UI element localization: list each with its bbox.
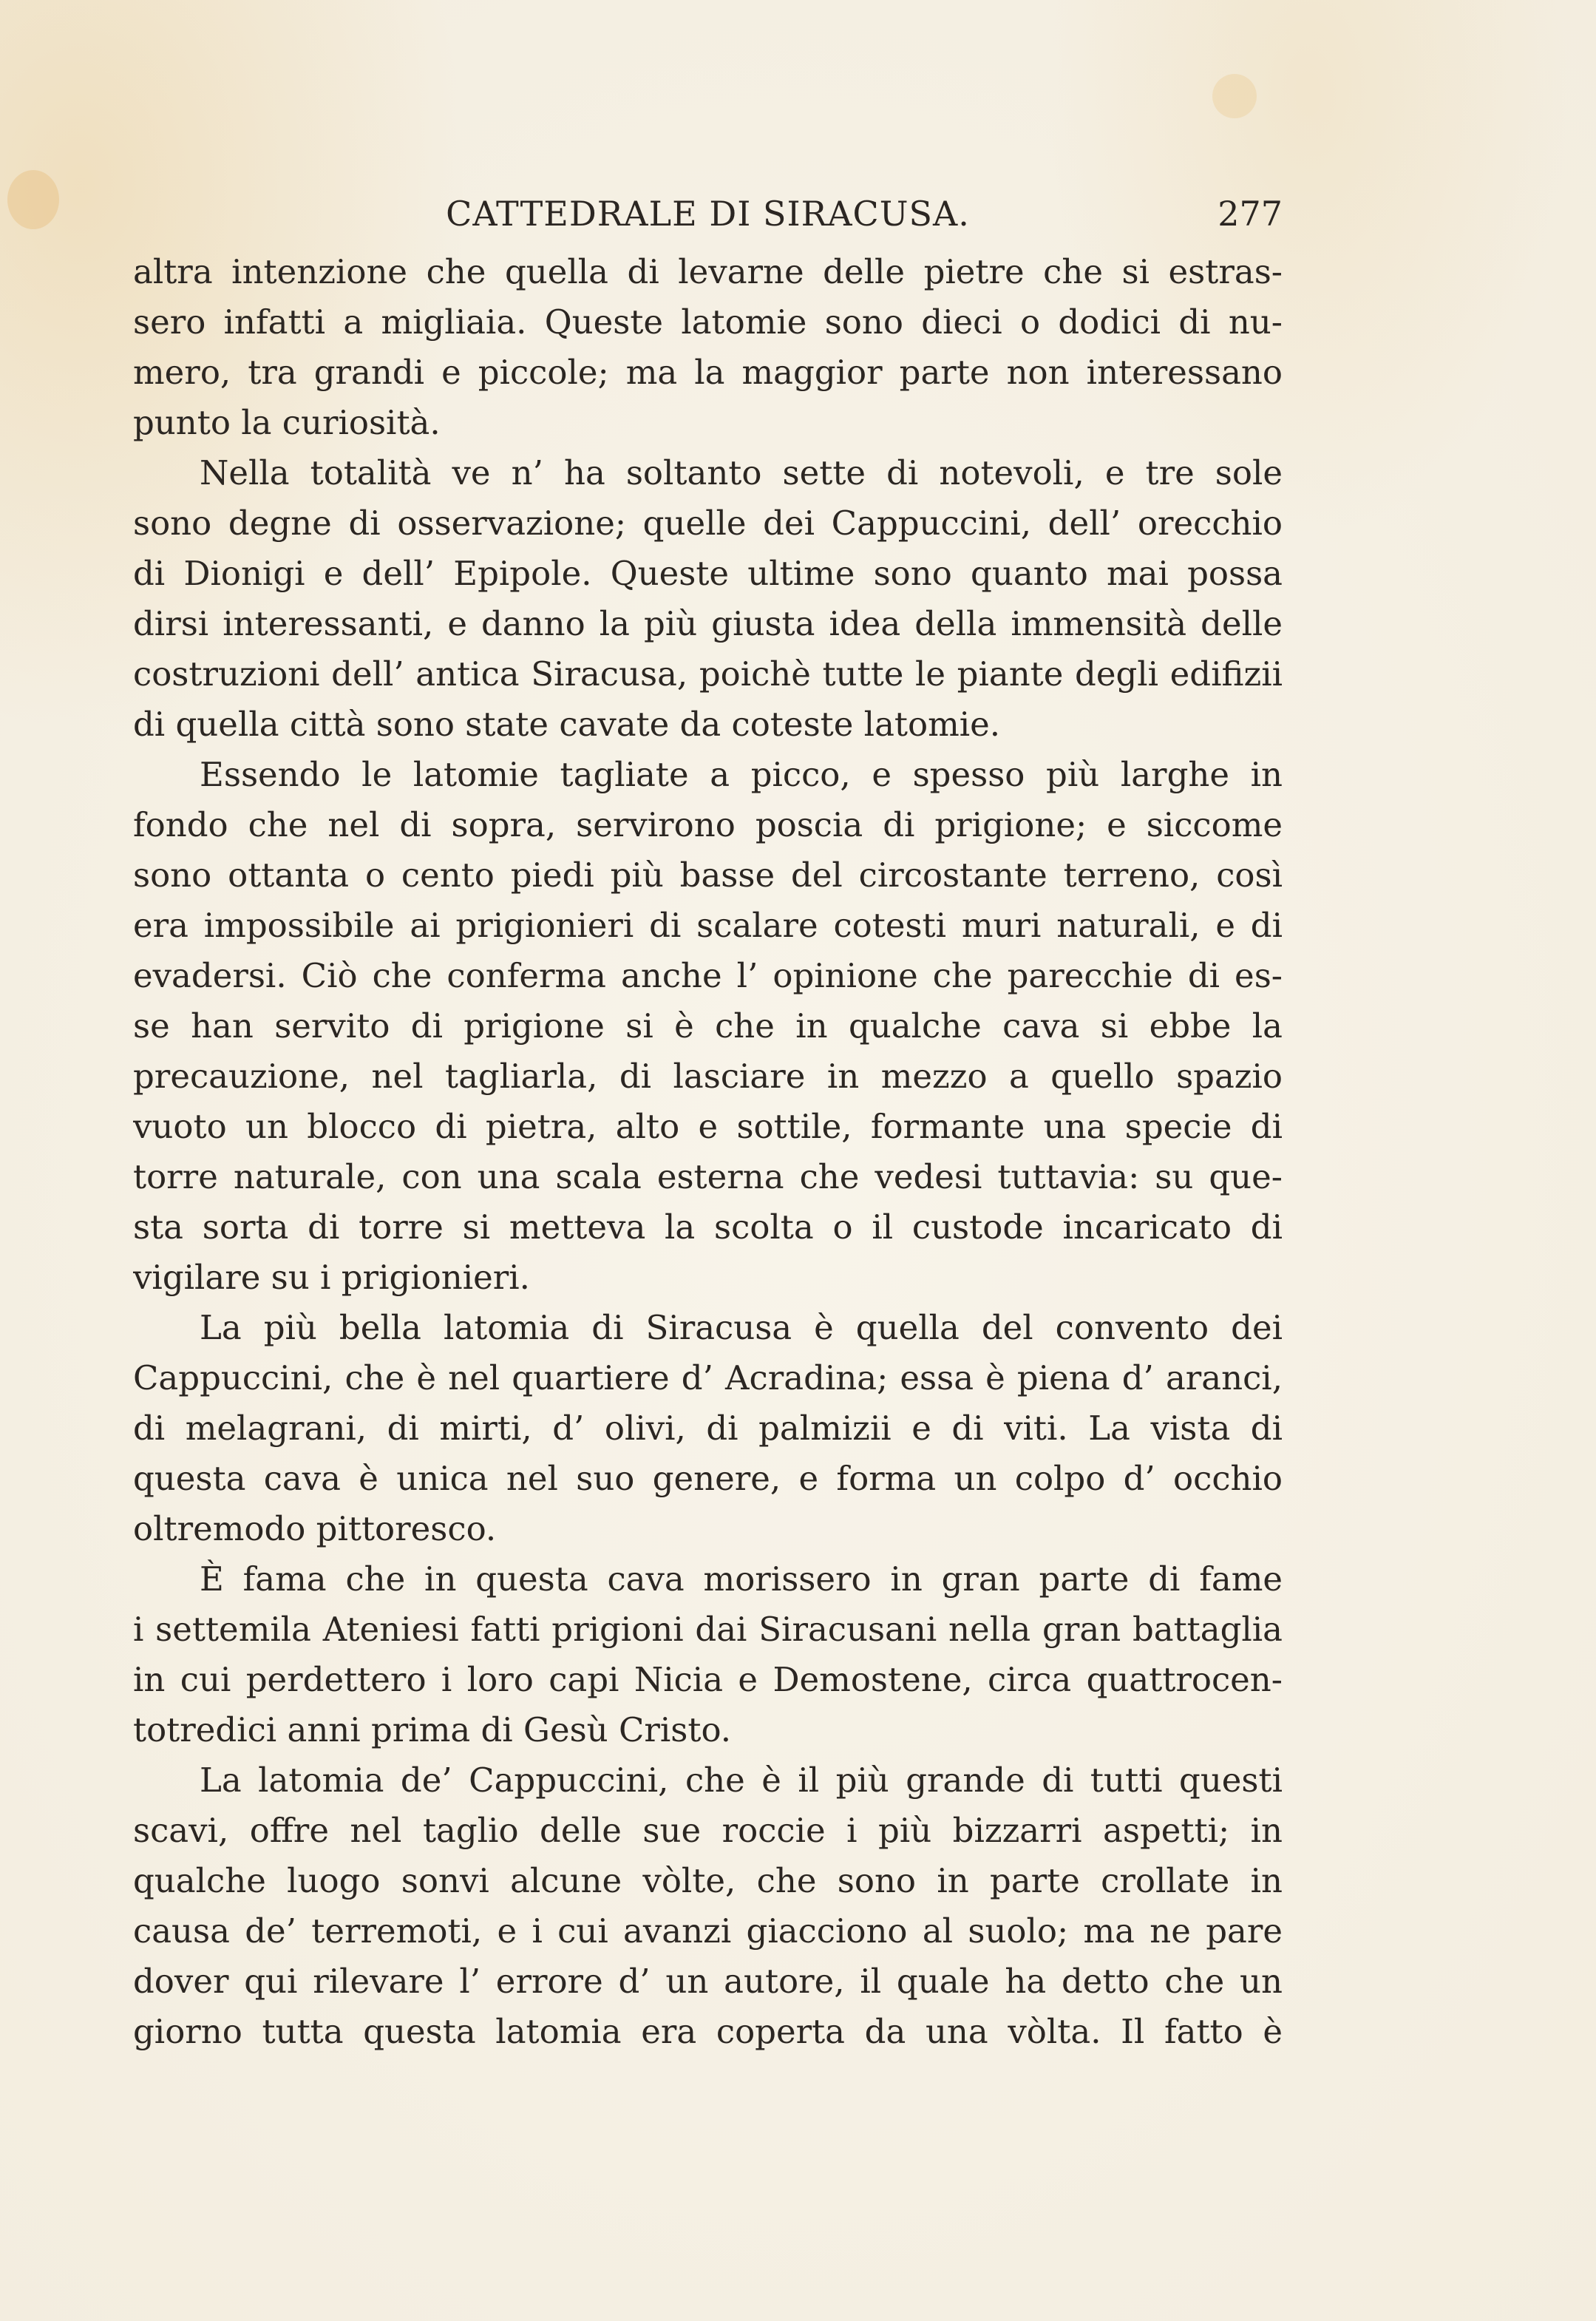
- text-line: sono ottanta o cento piedi più basse del circostante terreno, così: [133, 855, 1283, 895]
- text-line: dover qui rilevare l’ errore d’ un autore, il quale ha detto che un: [133, 1962, 1283, 2001]
- text-line: questa cava è unica nel suo genere, e forma un colpo d’ occhio: [133, 1459, 1283, 1498]
- text-line: qualche luogo sonvi alcune vòlte, che sono in parte crollate in: [133, 1861, 1283, 1900]
- text-line: scavi, offre nel taglio delle sue roccie i più bizzarri aspetti; in: [133, 1811, 1283, 1850]
- text-line: sta sorta di torre si metteva la scolta o il custode incaricato di: [133, 1207, 1283, 1247]
- text-line: era impossibile ai prigionieri di scalare cotesti muri naturali, e di: [133, 906, 1283, 945]
- text-line: i settemila Ateniesi fatti prigioni dai Siracusani nella gran battaglia: [133, 1610, 1283, 1649]
- text-line: sono degne di osservazione; quelle dei Cappuccini, dell’ orecchio: [133, 504, 1283, 543]
- paragraph: [133, 247, 1283, 448]
- paragraph: [133, 448, 1283, 750]
- text-line: causa de’ terremoti, e i cui avanzi giacciono al suolo; ma ne pare: [133, 1911, 1283, 1951]
- paragraph: [133, 1303, 1283, 1554]
- running-title: CATTEDRALE DI SIRACUSA.: [446, 194, 970, 234]
- text-line: La più bella latomia di Siracusa è quella del convento dei: [200, 1308, 1283, 1347]
- text-line: vigilare su i prigionieri.: [133, 1258, 530, 1297]
- text-line: Essendo le latomie tagliate a picco, e spesso più larghe in: [200, 755, 1283, 794]
- text-line: dirsi interessanti, e danno la più giusta idea della immensità delle: [133, 604, 1283, 643]
- running-header: [133, 194, 1283, 241]
- text-line: totredici anni prima di Gesù Cristo.: [133, 1710, 732, 1749]
- text-line: costruzioni dell’ antica Siracusa, poichè tutte le piante degli edifizii: [133, 654, 1283, 694]
- page-number: 277: [1218, 194, 1283, 234]
- text-line: fondo che nel di sopra, servirono poscia di prigione; e siccome: [133, 805, 1283, 844]
- text-line: altra intenzione che quella di levarne delle pietre che si estras-: [133, 252, 1283, 291]
- text-line: È fama che in questa cava morissero in gran parte di fame: [200, 1559, 1283, 1599]
- text-line: di melagrani, di mirti, d’ olivi, di palmizii e di viti. La vista di: [133, 1409, 1283, 1448]
- text-line: giorno tutta questa latomia era coperta da una vòlta. Il fatto è: [133, 2012, 1283, 2051]
- paragraph: [133, 1755, 1283, 2057]
- text-line: Cappuccini, che è nel quartiere d’ Acradina; essa è piena d’ aranci,: [133, 1358, 1283, 1397]
- text-line: torre naturale, con una scala esterna che vedesi tuttavia: su que-: [133, 1157, 1283, 1196]
- text-line: sero infatti a migliaia. Queste latomie sono dieci o dodici di nu-: [133, 302, 1283, 342]
- text-line: punto la curiosità.: [133, 403, 441, 442]
- text-line: di Dionigi e dell’ Epipole. Queste ultime sono quanto mai possa: [133, 554, 1283, 593]
- text-line: precauzione, nel tagliarla, di lasciare in mezzo a quello spazio: [133, 1057, 1283, 1096]
- text-line: in cui perdettero i loro capi Nicia e Demostene, circa quattrocen-: [133, 1660, 1283, 1699]
- paragraph: [133, 1554, 1283, 1755]
- text-line: di quella città sono state cavate da coteste latomie.: [133, 705, 1001, 744]
- body-text: [133, 247, 1283, 2057]
- text-line: se han servito di prigione si è che in qualche cava si ebbe la: [133, 1006, 1283, 1046]
- foxing-stain: [7, 170, 59, 229]
- text-line: mero, tra grandi e piccole; ma la maggior parte non interessano: [133, 353, 1283, 392]
- text-line: evadersi. Ciò che conferma anche l’ opinione che parecchie di es-: [133, 956, 1283, 995]
- text-line: Nella totalità ve n’ ha soltanto sette di notevoli, e tre sole: [200, 453, 1283, 492]
- text-line: La latomia de’ Cappuccini, che è il più grande di tutti questi: [200, 1761, 1283, 1800]
- text-line: vuoto un blocco di pietra, alto e sottile, formante una specie di: [133, 1107, 1283, 1146]
- foxing-stain: [1212, 74, 1257, 118]
- paragraph: [133, 750, 1283, 1303]
- text-line: oltremodo pittoresco.: [133, 1509, 497, 1548]
